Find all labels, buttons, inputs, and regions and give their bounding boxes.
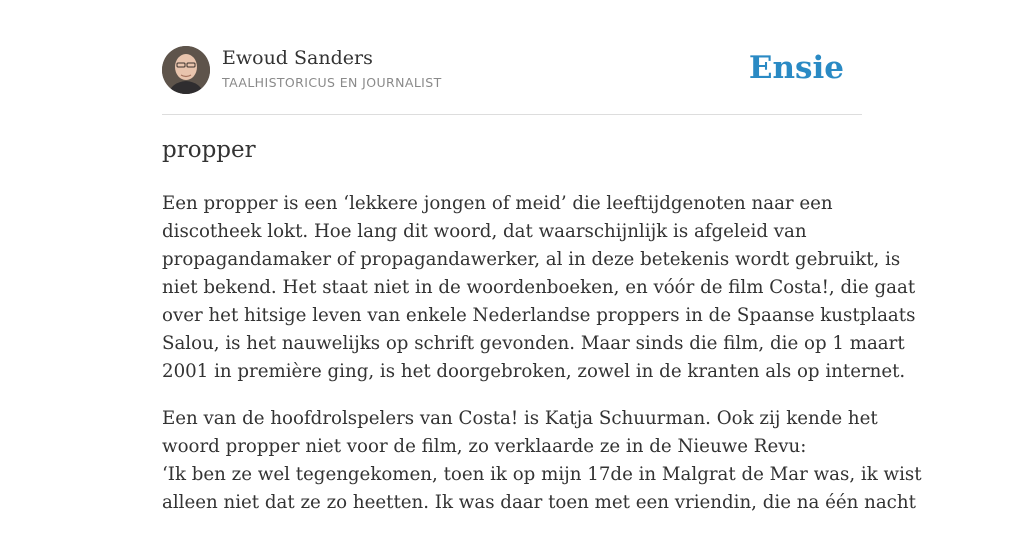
brand-logo[interactable]: Ensie [748,50,844,86]
text-line: woord propper niet voor de film, zo verklaarde ze in de Nieuwe Revu: [162,436,807,457]
header [162,46,862,115]
avatar-image [162,46,210,94]
text-line: Salou, is het nauwelijks op schrift gevonden. Maar sinds die film, die op 1 maart [162,333,905,354]
text-line: Een propper is een ‘lekkere jongen of meid’ die leeftijdgenoten naar een [162,193,833,214]
article-body [162,190,922,536]
paragraph [162,190,916,386]
author-subtitle: TAALHISTORICUS EN JOURNALIST [222,75,442,90]
text-line: propagandamaker of propagandawerker, al in deze betekenis wordt gebruikt, is [162,249,901,270]
text-line: discotheek lokt. Hoe lang dit woord, dat waarschijnlijk is afgeleid van [162,221,807,242]
paragraph [162,405,922,517]
text-line: 2001 in première ging, is het doorgebroken, zowel in de kranten als op internet. [162,361,906,382]
article-title: propper [162,137,256,163]
text-line: ‘Ik ben ze wel tegengekomen, toen ik op mijn 17de in Malgrat de Mar was, ik wist [162,464,922,485]
avatar[interactable] [162,46,210,94]
text-line: alleen niet dat ze zo heetten. Ik was daar toen met een vriendin, die na één nacht [162,492,916,513]
text-line: over het hitsige leven van enkele Nederlandse proppers in de Spaanse kustplaats [162,305,916,326]
author-name[interactable]: Ewoud Sanders [222,47,373,69]
text-line: niet bekend. Het staat niet in de woordenboeken, en vóór de film Costa!, die gaat [162,277,916,298]
text-line: Een van de hoofdrolspelers van Costa! is Katja Schuurman. Ook zij kende het [162,408,878,429]
